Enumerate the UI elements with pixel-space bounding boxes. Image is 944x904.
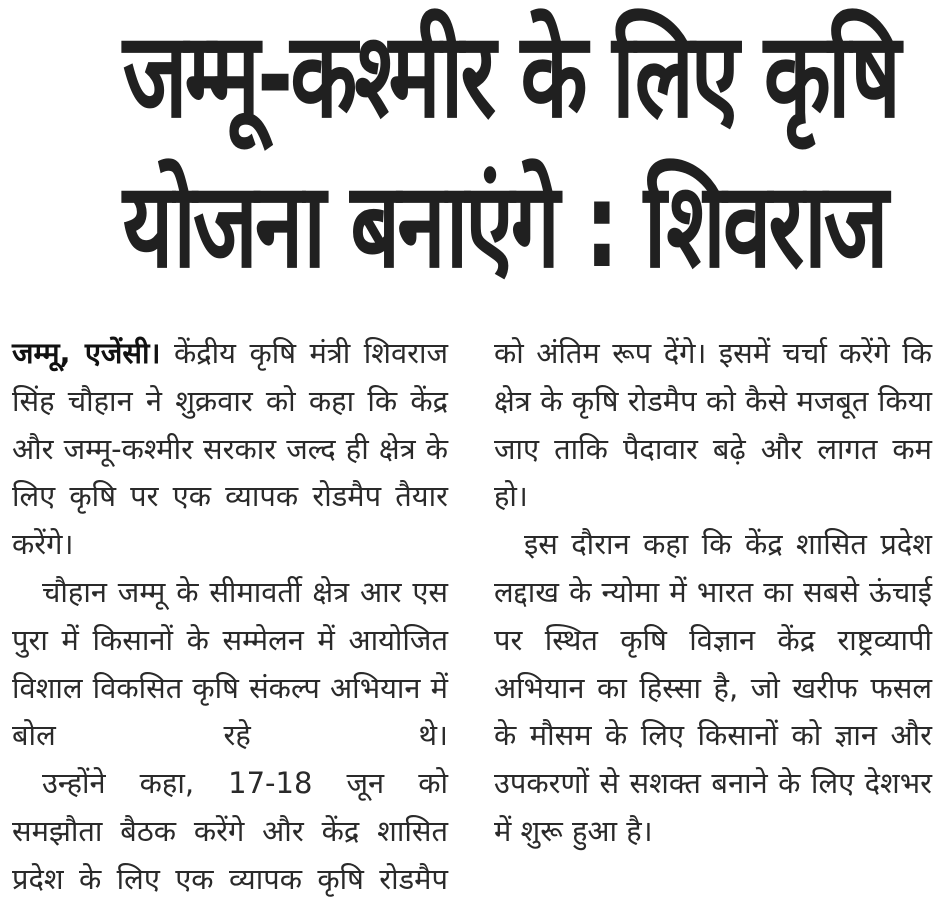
paragraph-5 <box>494 521 932 856</box>
headline-line-1: जम्मू-कश्मीर के लिए कृषि <box>122 6 898 144</box>
paragraph-2 <box>12 569 448 760</box>
paragraph-5-text: इस दौरान कहा कि केंद्र शासित प्रदेश लद्दाख के न्योमा में भारत का सबसे ऊंचाई पर स्थित कृषि विज्ञान केंद्र राष्ट्रव्यापी अभियान का हिस्सा है, जो खरीफ फसल के मौसम के लिए किसानों को ज्ञान और उपकरणों से सशक्त बनाने के लिए देशभर में शुरू हुआ है। <box>494 527 932 848</box>
paragraph-4 <box>494 330 932 521</box>
headline <box>0 0 944 300</box>
paragraph-4-text: को अंतिम रूप देंगे। इसमें चर्चा करेंगे कि क्षेत्र के कृषि रोडमैप को कैसे मजबूत किया जाए ताकि पैदावार बढ़े और लागत कम हो। <box>494 336 932 514</box>
headline-line-2: योजना बनाएंगे : शिवराज <box>122 156 886 294</box>
paragraph-3 <box>12 760 448 903</box>
paragraph-1 <box>12 330 448 569</box>
dateline: जम्मू, एजेंसी। <box>12 336 161 370</box>
paragraph-1-text: केंद्रीय कृषि मंत्री शिवराज सिंह चौहान ने शुक्रवार को कहा कि केंद्र और जम्मू-कश्मीर सरकार जल्द ही क्षेत्र के लिए कृषि पर एक व्यापक रोडमैप तैयार करेंगे। <box>12 336 449 562</box>
article-column-right <box>494 330 932 856</box>
article-column-left <box>12 330 448 904</box>
paragraph-2-text: चौहान जम्मू के सीमावर्ती क्षेत्र आर एस पुरा में किसानों के सम्मेलन में आयोजित विशाल विकसित कृषि संकल्प अभियान में बोल रहे थे। <box>12 574 448 753</box>
column-divider <box>470 330 471 890</box>
paragraph-3-text: उन्होंने कहा, 17-18 जून को समझौता बैठक करेंगे और केंद्र शासित प्रदेश के लिए एक व्यापक कृषि रोडमैप <box>12 766 448 896</box>
